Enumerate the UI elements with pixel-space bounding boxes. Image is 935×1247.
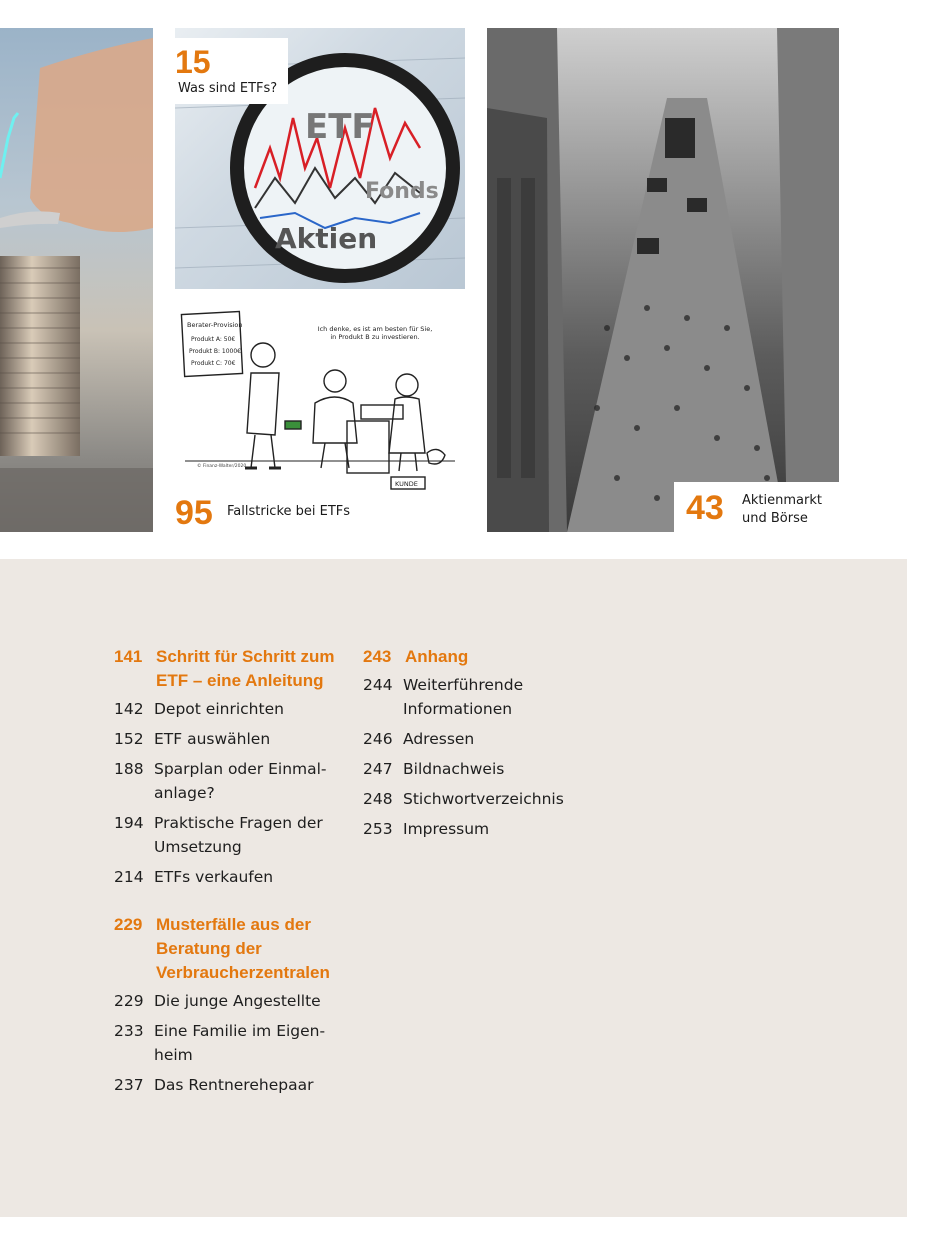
entry-title: Bildnachweis (403, 760, 505, 778)
toc-entry[interactable]: 188 Sparplan oder Einmal- anlage? (114, 757, 354, 805)
toc-entry[interactable]: 244 Weiterführende Informationen (363, 673, 603, 721)
advisor-cartoon (175, 303, 465, 497)
aktien-word: Aktien (275, 222, 378, 255)
etf-word: ETF (305, 107, 375, 147)
section-page: 229 (114, 915, 143, 934)
entry-title: ETFs verkaufen (154, 868, 274, 886)
toc-entry[interactable]: 142 Depot einrichten (114, 697, 354, 721)
entry-title: Eine Familie im Eigen- heim (154, 1022, 326, 1064)
cartoon-copyright: © Finanz-Walter/2020 (197, 464, 247, 469)
fonds-word: Fonds (365, 179, 439, 204)
feature-title-line: Aktienmarkt (742, 493, 822, 508)
toc-entry[interactable]: 246 Adressen (363, 727, 603, 751)
section-title: Anhang (405, 647, 469, 666)
entry-title: Das Rentnerehepaar (154, 1076, 314, 1094)
speech-bubble: Ich denke, es ist am besten für Sie, in Produkt B zu investieren. (317, 325, 433, 341)
entry-title: Sparplan oder Einmal- anlage? (154, 760, 327, 802)
toc-section[interactable] (363, 645, 603, 669)
toc-entry[interactable]: 229 Die junge Angestellte (114, 989, 354, 1013)
feature-title: Fallstricke bei ETFs (227, 504, 351, 519)
toc-entry[interactable]: 247 Bildnachweis (363, 757, 603, 781)
toc-entry[interactable]: 214 ETFs verkaufen (114, 865, 354, 889)
entry-title: Stichwortverzeichnis (403, 790, 564, 808)
etf-magnifier-photo (175, 28, 465, 289)
coins-photo (0, 28, 153, 532)
stock-market-crowd-photo (487, 28, 839, 532)
feature-title (742, 492, 822, 528)
toc-entry[interactable]: 248 Stichwortverzeichnis (363, 787, 603, 811)
toc-section[interactable] (114, 645, 354, 693)
toc-entry[interactable]: 152 ETF auswählen (114, 727, 354, 751)
entry-title: Impressum (403, 820, 490, 838)
toc-column-left (114, 645, 354, 1097)
sign-line: Produkt C: 70€ (191, 360, 236, 367)
sign-title: Berater-Provision (187, 321, 243, 329)
sign-line: Produkt A: 50€ (191, 336, 236, 343)
feature-title: Was sind ETFs? (178, 81, 278, 96)
feature-page-number: 15 (175, 44, 211, 80)
feature-caption-15 (175, 38, 288, 104)
entry-title: Die junge Angestellte (154, 992, 321, 1010)
toc-entry[interactable]: 194 Praktische Fragen der Umsetzung (114, 811, 354, 859)
section-page: 141 (114, 647, 143, 666)
kunde-label: KUNDE (395, 480, 418, 488)
section-title: Schritt für Schritt zum ETF – eine Anleitung (156, 647, 335, 690)
entry-title: Weiterführende Informationen (403, 676, 524, 718)
feature-caption-43 (674, 482, 839, 532)
toc-entry[interactable]: 233 Eine Familie im Eigen- heim (114, 1019, 354, 1067)
feature-page-number: 95 (175, 494, 213, 532)
section-page: 243 (363, 647, 392, 666)
entry-title: Depot einrichten (154, 700, 284, 718)
feature-page-number: 43 (686, 489, 724, 527)
toc-entry[interactable]: 253 Impressum (363, 817, 603, 841)
toc-section[interactable] (114, 913, 354, 985)
entry-title: Praktische Fragen der Umsetzung (154, 814, 323, 856)
feature-title-line: und Börse (742, 511, 808, 526)
entry-title: Adressen (403, 730, 475, 748)
toc-column-right (363, 645, 603, 841)
toc-entry[interactable]: 237 Das Rentnerehepaar (114, 1073, 354, 1097)
sign-line: Produkt B: 1000€ (189, 348, 241, 355)
section-title: Musterfälle aus der Beratung der Verbraucherzentralen (156, 915, 330, 982)
entry-title: ETF auswählen (154, 730, 271, 748)
